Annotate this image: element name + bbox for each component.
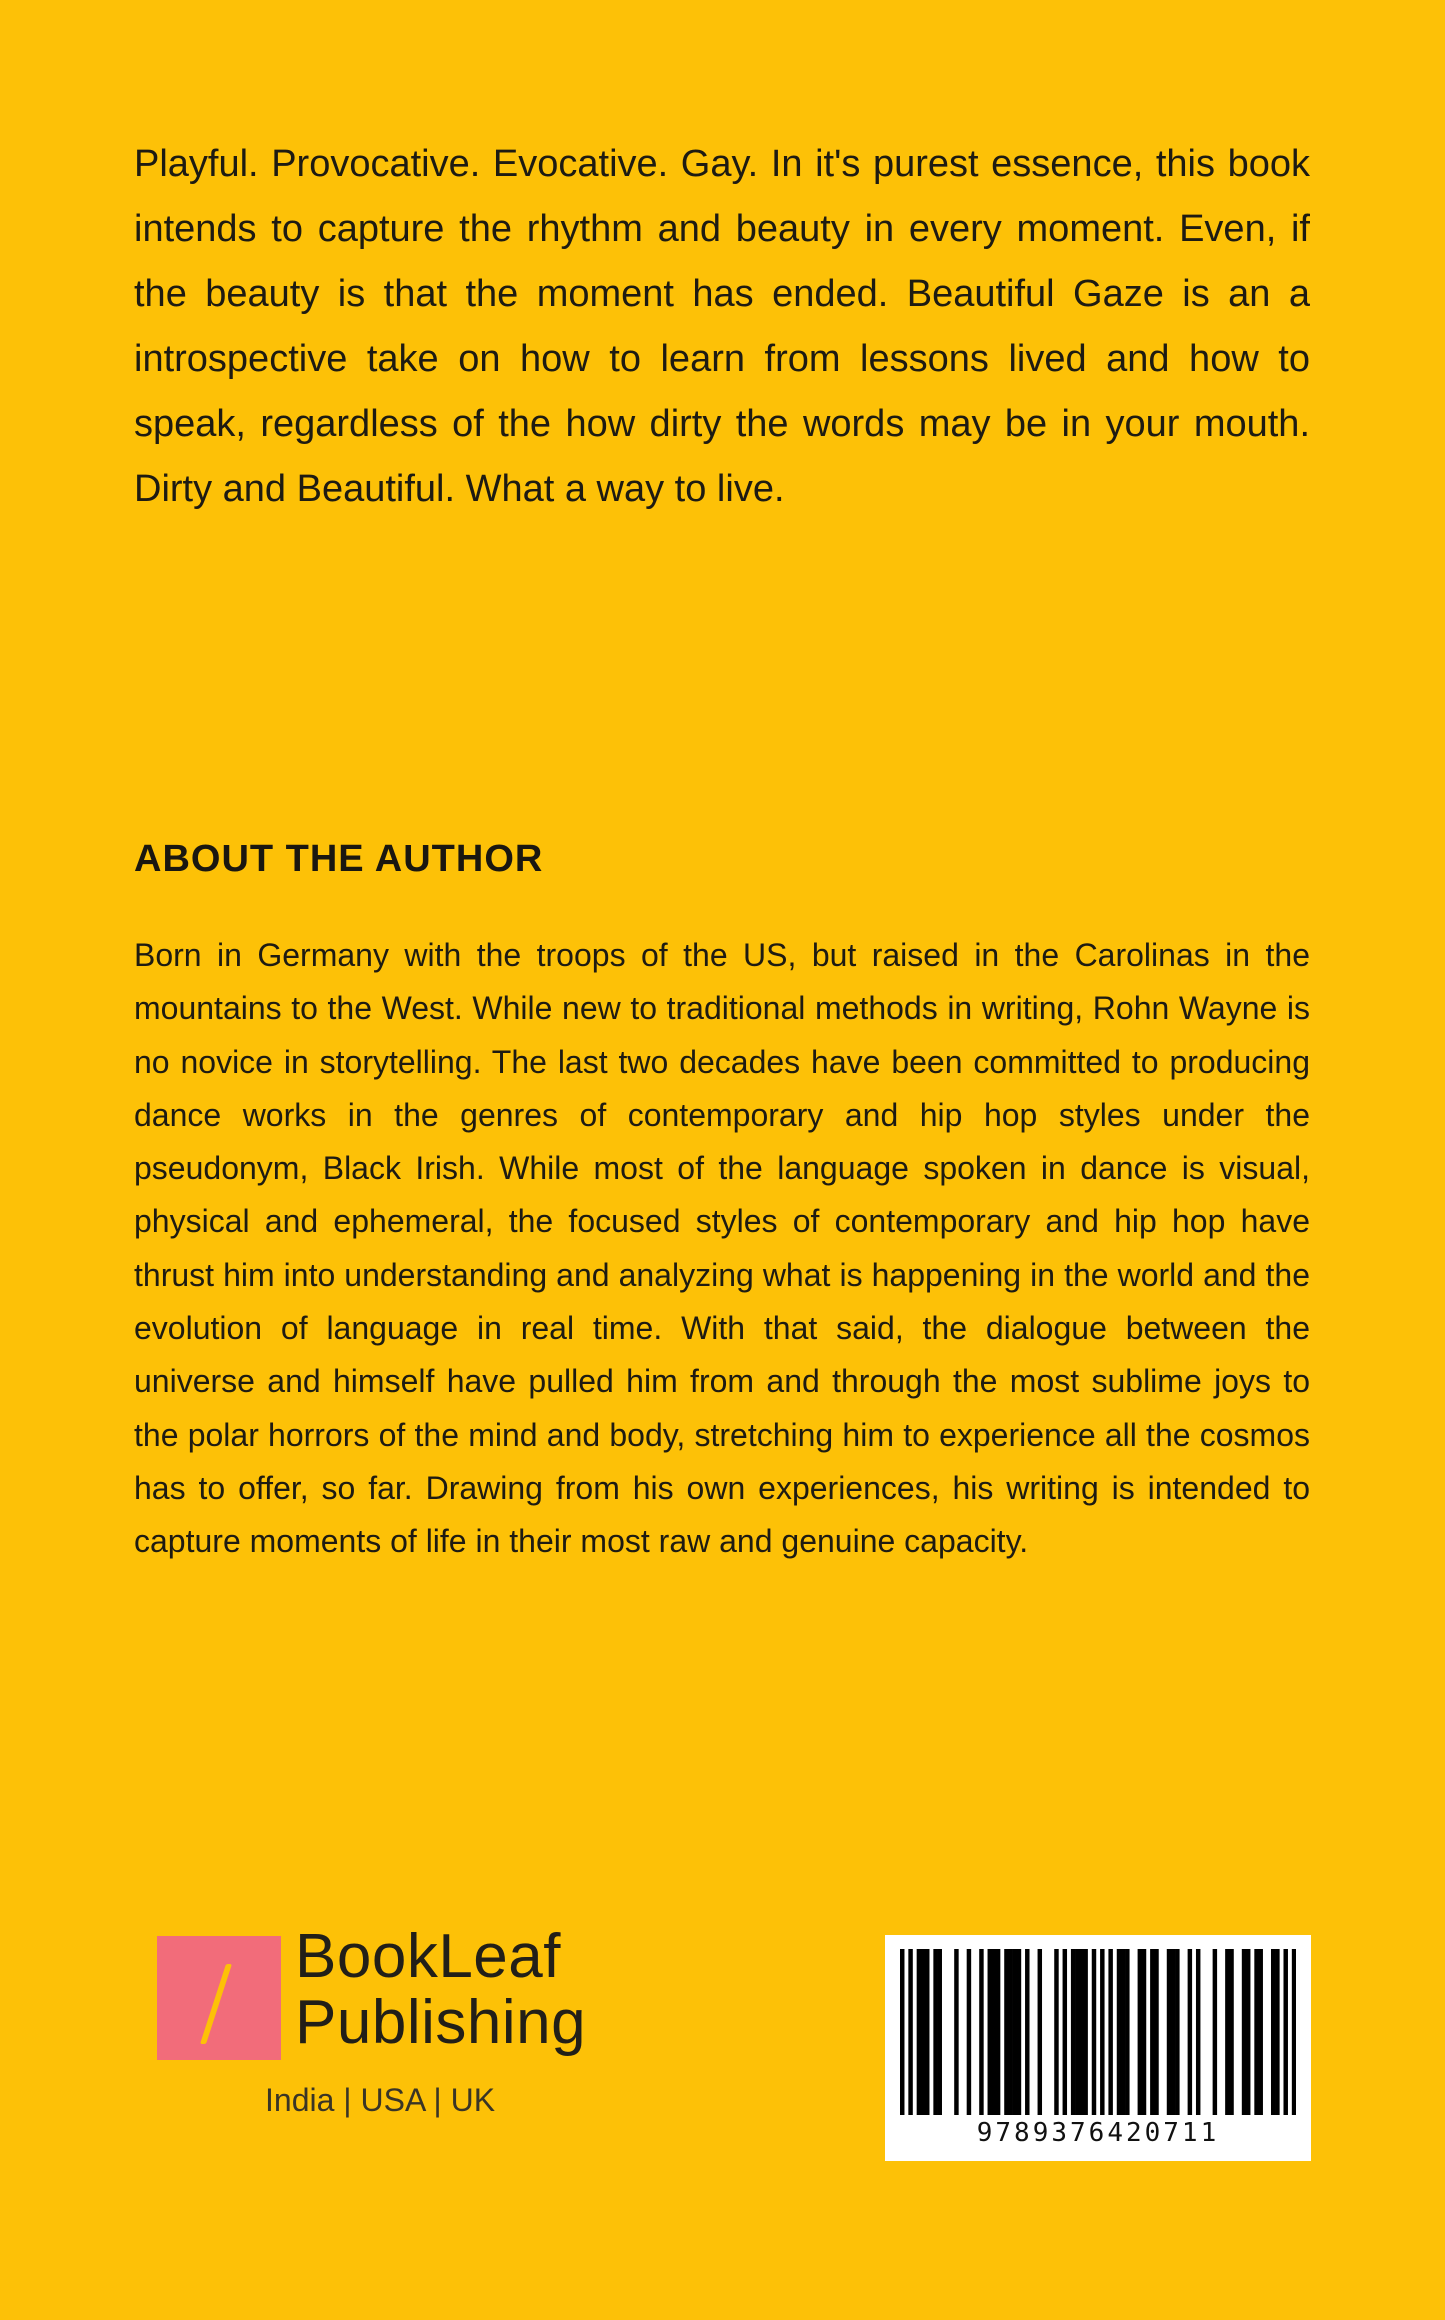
- barcode-bar: [1100, 1949, 1104, 2115]
- barcode-bar: [1254, 1949, 1258, 2115]
- barcode-bar: [1188, 1949, 1192, 2115]
- barcode-bar: [1275, 1949, 1279, 2115]
- isbn-number: 9789376420711: [976, 2118, 1220, 2148]
- barcode-bar: [967, 1949, 971, 2115]
- barcode-bar: [1108, 1949, 1112, 2115]
- barcode-bar: [1258, 1949, 1262, 2115]
- barcode-bars: [900, 1949, 1296, 2115]
- barcode-bar: [1171, 1949, 1175, 2115]
- barcode-bar: [1092, 1949, 1096, 2115]
- barcode-bar: [917, 1949, 921, 2115]
- barcode-bar: [925, 1949, 929, 2115]
- barcode-bar: [1079, 1949, 1083, 2115]
- barcode-bar: [1121, 1949, 1125, 2115]
- barcode-bar: [1150, 1949, 1154, 2115]
- barcode-bar: [1167, 1949, 1171, 2115]
- barcode-bar: [1246, 1949, 1250, 2115]
- isbn-barcode: [885, 1935, 1311, 2161]
- about-author-text: Born in Germany with the troops of the US, but raised in the Carolinas in the mountains to the West. While new to traditional methods in writing, Rohn Wayne is no novice in storytelling. The last two decades have been committed to producing dance works in the genres of contemporary and hip hop styles under the pseudonym, Black Irish. While most of the language spoken in dance is visual, physical and ephemeral, the focused styles of contemporary and hip hop have thrust him into understanding and analyzing what is happening in the world and the evolution of language in real time. With that said, the dialogue between the universe and himself have pulled him from and through the most sublime joys to the polar horrors of the mind and body, stretching him to experience all the cosmos has to offer, so far. Drawing from his own experiences, his writing is intended to capture moments of life in their most raw and genuine capacity.: [134, 937, 1310, 1560]
- barcode-bar: [1083, 1949, 1087, 2115]
- barcode-bar: [1125, 1949, 1129, 2115]
- barcode-bar: [992, 1949, 996, 2115]
- barcode-bar: [1154, 1949, 1158, 2115]
- publisher-regions: India | USA | UK: [265, 2082, 496, 2118]
- barcode-bar: [954, 1949, 958, 2115]
- slash-logo-icon: [157, 1936, 281, 2060]
- barcode-bar: [900, 1949, 904, 2115]
- publisher-name-line2: Publishing: [295, 1988, 587, 2057]
- publisher-name-line1: BookLeaf: [295, 1922, 561, 1991]
- barcode-bar: [1213, 1949, 1217, 2115]
- barcode-bar: [1292, 1949, 1296, 2115]
- barcode-bar: [979, 1949, 983, 2115]
- barcode-bar: [1071, 1949, 1075, 2115]
- barcode-bar: [1075, 1949, 1079, 2115]
- barcode-bar: [1283, 1949, 1287, 2115]
- book-blurb: Playful. Provocative. Evocative. Gay. In it's purest essence, this book intends to capture the rhythm and beauty in every moment. Even, if the beauty is that the moment has ended. Beautiful Gaze is an a introspective take on how to learn from lessons lived and how to speak, regardless of the how dirty the words may be in your mouth. Dirty and Beautiful. What a way to live.: [134, 143, 1310, 510]
- barcode-bar: [908, 1949, 912, 2115]
- barcode-bar: [921, 1949, 925, 2115]
- barcode-bar: [1017, 1949, 1021, 2115]
- barcode-bar: [996, 1949, 1000, 2115]
- publisher-name: [295, 1924, 586, 2056]
- publisher-logo: [157, 1922, 617, 2130]
- barcode-bar: [1175, 1949, 1179, 2115]
- barcode-bar: [1025, 1949, 1029, 2115]
- barcode-bar: [938, 1949, 942, 2115]
- barcode-bar: [1008, 1949, 1012, 2115]
- barcode-bar: [1225, 1949, 1229, 2115]
- barcode-bar: [1196, 1949, 1200, 2115]
- barcode-bar: [1117, 1949, 1121, 2115]
- about-author-heading: ABOUT THE AUTHOR: [134, 838, 544, 880]
- barcode-bar: [1242, 1949, 1246, 2115]
- barcode-bar: [1142, 1949, 1146, 2115]
- barcode-bar: [1054, 1949, 1058, 2115]
- barcode-bar: [1138, 1949, 1142, 2115]
- barcode-bar: [1229, 1949, 1233, 2115]
- barcode-bar: [1038, 1949, 1042, 2115]
- barcode-bar: [1063, 1949, 1067, 2115]
- barcode-bar: [1004, 1949, 1008, 2115]
- barcode-bar: [1271, 1949, 1275, 2115]
- barcode-bar: [988, 1949, 992, 2115]
- barcode-bar: [1013, 1949, 1017, 2115]
- barcode-bar: [933, 1949, 937, 2115]
